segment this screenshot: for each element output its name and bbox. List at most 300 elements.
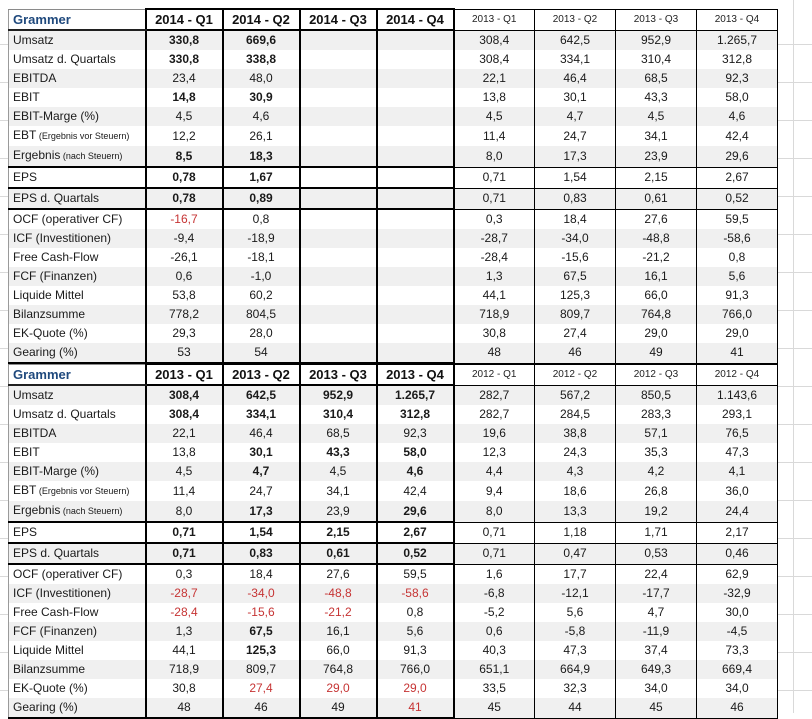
row-label-cell[interactable] bbox=[9, 50, 146, 69]
value-cell[interactable]: 8,5 bbox=[146, 146, 223, 167]
value-cell[interactable]: 0,53 bbox=[616, 543, 697, 564]
value-cell[interactable]: 1,3 bbox=[454, 267, 535, 286]
value-cell[interactable]: 23,9 bbox=[616, 146, 697, 167]
quarter-header-main[interactable]: 2013 - Q3 bbox=[300, 364, 377, 385]
row-label-cell[interactable] bbox=[9, 248, 146, 267]
value-cell[interactable] bbox=[300, 88, 377, 107]
value-cell[interactable]: 38,8 bbox=[535, 424, 616, 443]
value-cell[interactable]: 91,3 bbox=[697, 286, 778, 305]
value-cell[interactable]: 29,6 bbox=[377, 501, 454, 522]
value-cell[interactable]: 651,1 bbox=[454, 660, 535, 679]
value-cell[interactable]: 16,1 bbox=[300, 622, 377, 641]
value-cell[interactable]: -58,6 bbox=[697, 229, 778, 248]
quarter-header-prev[interactable]: 2012 - Q1 bbox=[454, 364, 535, 385]
row-label-cell[interactable] bbox=[9, 622, 146, 641]
value-cell[interactable]: 18,3 bbox=[223, 146, 300, 167]
value-cell[interactable]: 58,0 bbox=[377, 443, 454, 462]
value-cell[interactable]: 59,5 bbox=[377, 564, 454, 584]
value-cell[interactable]: 11,4 bbox=[146, 481, 223, 501]
value-cell[interactable]: 17,3 bbox=[535, 146, 616, 167]
value-cell[interactable]: 48 bbox=[146, 698, 223, 718]
row-label-cell[interactable] bbox=[9, 679, 146, 698]
value-cell[interactable]: -18,1 bbox=[223, 248, 300, 267]
value-cell[interactable] bbox=[300, 305, 377, 324]
value-cell[interactable]: 67,5 bbox=[223, 622, 300, 641]
value-cell[interactable]: 30,8 bbox=[146, 679, 223, 698]
value-cell[interactable]: -18,9 bbox=[223, 229, 300, 248]
value-cell[interactable]: -5,2 bbox=[454, 603, 535, 622]
value-cell[interactable]: 29,0 bbox=[697, 324, 778, 343]
value-cell[interactable]: 24,7 bbox=[535, 126, 616, 146]
value-cell[interactable] bbox=[300, 188, 377, 209]
value-cell[interactable]: 330,8 bbox=[146, 30, 223, 50]
value-cell[interactable]: 764,8 bbox=[300, 660, 377, 679]
value-cell[interactable]: 60,2 bbox=[223, 286, 300, 305]
value-cell[interactable]: 804,5 bbox=[223, 305, 300, 324]
value-cell[interactable]: 284,5 bbox=[535, 405, 616, 424]
quarter-header-prev[interactable]: 2012 - Q4 bbox=[697, 364, 778, 385]
value-cell[interactable]: 4,5 bbox=[146, 107, 223, 126]
value-cell[interactable]: 764,8 bbox=[616, 305, 697, 324]
value-cell[interactable]: 809,7 bbox=[223, 660, 300, 679]
value-cell[interactable]: 308,4 bbox=[454, 50, 535, 69]
value-cell[interactable]: 2,67 bbox=[697, 167, 778, 188]
value-cell[interactable]: 4,4 bbox=[454, 462, 535, 481]
value-cell[interactable]: -9,4 bbox=[146, 229, 223, 248]
row-label-cell[interactable] bbox=[9, 88, 146, 107]
value-cell[interactable]: 18,6 bbox=[535, 481, 616, 501]
value-cell[interactable] bbox=[377, 50, 454, 69]
value-cell[interactable]: 2,15 bbox=[616, 167, 697, 188]
value-cell[interactable]: 27,6 bbox=[616, 209, 697, 229]
value-cell[interactable]: 24,4 bbox=[697, 501, 778, 522]
value-cell[interactable] bbox=[300, 209, 377, 229]
value-cell[interactable]: -6,8 bbox=[454, 584, 535, 603]
quarter-header-main[interactable]: 2013 - Q1 bbox=[146, 364, 223, 385]
value-cell[interactable]: 67,5 bbox=[535, 267, 616, 286]
value-cell[interactable]: 40,3 bbox=[454, 641, 535, 660]
value-cell[interactable]: 27,4 bbox=[223, 679, 300, 698]
value-cell[interactable]: 14,8 bbox=[146, 88, 223, 107]
quarter-header-prev[interactable]: 2012 - Q2 bbox=[535, 364, 616, 385]
value-cell[interactable]: 8,0 bbox=[454, 146, 535, 167]
value-cell[interactable]: 952,9 bbox=[300, 385, 377, 405]
value-cell[interactable] bbox=[377, 229, 454, 248]
row-label-cell[interactable] bbox=[9, 522, 146, 543]
value-cell[interactable]: 664,9 bbox=[535, 660, 616, 679]
value-cell[interactable]: 312,8 bbox=[377, 405, 454, 424]
value-cell[interactable]: 22,1 bbox=[454, 69, 535, 88]
value-cell[interactable]: 0,78 bbox=[146, 188, 223, 209]
row-label-cell[interactable] bbox=[9, 188, 146, 209]
value-cell[interactable]: 0,71 bbox=[454, 188, 535, 209]
quarter-header-main[interactable]: 2014 - Q2 bbox=[223, 9, 300, 30]
value-cell[interactable]: 28,0 bbox=[223, 324, 300, 343]
value-cell[interactable]: 92,3 bbox=[377, 424, 454, 443]
value-cell[interactable]: -58,6 bbox=[377, 584, 454, 603]
value-cell[interactable]: 66,0 bbox=[300, 641, 377, 660]
value-cell[interactable]: 4,2 bbox=[616, 462, 697, 481]
value-cell[interactable]: 12,2 bbox=[146, 126, 223, 146]
value-cell[interactable]: 13,8 bbox=[146, 443, 223, 462]
value-cell[interactable]: 5,6 bbox=[697, 267, 778, 286]
value-cell[interactable]: 4,6 bbox=[697, 107, 778, 126]
value-cell[interactable]: -48,8 bbox=[300, 584, 377, 603]
value-cell[interactable]: 282,7 bbox=[454, 385, 535, 405]
value-cell[interactable]: 41 bbox=[377, 698, 454, 718]
value-cell[interactable]: 9,4 bbox=[454, 481, 535, 501]
value-cell[interactable]: 49 bbox=[616, 343, 697, 363]
value-cell[interactable]: 46,4 bbox=[223, 424, 300, 443]
value-cell[interactable] bbox=[300, 286, 377, 305]
value-cell[interactable]: 718,9 bbox=[146, 660, 223, 679]
value-cell[interactable]: 1,6 bbox=[454, 564, 535, 584]
value-cell[interactable]: 46,4 bbox=[535, 69, 616, 88]
value-cell[interactable]: 43,3 bbox=[300, 443, 377, 462]
row-label-cell[interactable] bbox=[9, 385, 146, 405]
value-cell[interactable]: 850,5 bbox=[616, 385, 697, 405]
value-cell[interactable]: 17,3 bbox=[223, 501, 300, 522]
value-cell[interactable]: 16,1 bbox=[616, 267, 697, 286]
row-label-cell[interactable] bbox=[9, 305, 146, 324]
value-cell[interactable]: 282,7 bbox=[454, 405, 535, 424]
value-cell[interactable]: 62,9 bbox=[697, 564, 778, 584]
value-cell[interactable]: 49 bbox=[300, 698, 377, 718]
row-label-cell[interactable] bbox=[9, 126, 146, 146]
value-cell[interactable] bbox=[377, 286, 454, 305]
value-cell[interactable] bbox=[377, 188, 454, 209]
value-cell[interactable]: 0,61 bbox=[300, 543, 377, 564]
value-cell[interactable]: 46 bbox=[223, 698, 300, 718]
value-cell[interactable]: 0,8 bbox=[697, 248, 778, 267]
value-cell[interactable]: -28,7 bbox=[146, 584, 223, 603]
value-cell[interactable]: 1,71 bbox=[616, 522, 697, 543]
value-cell[interactable]: 76,5 bbox=[697, 424, 778, 443]
value-cell[interactable]: 34,0 bbox=[697, 679, 778, 698]
value-cell[interactable] bbox=[300, 30, 377, 50]
value-cell[interactable]: 29,0 bbox=[377, 679, 454, 698]
quarter-header-main[interactable]: 2014 - Q3 bbox=[300, 9, 377, 30]
value-cell[interactable]: 30,9 bbox=[223, 88, 300, 107]
row-label-cell[interactable] bbox=[9, 167, 146, 188]
value-cell[interactable] bbox=[377, 107, 454, 126]
value-cell[interactable]: 0,46 bbox=[697, 543, 778, 564]
row-label-cell[interactable] bbox=[9, 543, 146, 564]
value-cell[interactable]: -17,7 bbox=[616, 584, 697, 603]
quarter-header-main[interactable]: 2014 - Q1 bbox=[146, 9, 223, 30]
value-cell[interactable]: 4,5 bbox=[616, 107, 697, 126]
value-cell[interactable]: 58,0 bbox=[697, 88, 778, 107]
quarter-header-main[interactable]: 2014 - Q4 bbox=[377, 9, 454, 30]
row-label-cell[interactable] bbox=[9, 30, 146, 50]
value-cell[interactable]: 37,4 bbox=[616, 641, 697, 660]
value-cell[interactable] bbox=[300, 343, 377, 363]
value-cell[interactable]: 11,4 bbox=[454, 126, 535, 146]
value-cell[interactable] bbox=[300, 107, 377, 126]
value-cell[interactable]: 43,3 bbox=[616, 88, 697, 107]
value-cell[interactable]: 4,7 bbox=[535, 107, 616, 126]
value-cell[interactable]: 47,3 bbox=[697, 443, 778, 462]
value-cell[interactable] bbox=[300, 229, 377, 248]
value-cell[interactable]: -21,2 bbox=[300, 603, 377, 622]
value-cell[interactable]: 4,7 bbox=[223, 462, 300, 481]
value-cell[interactable]: 19,6 bbox=[454, 424, 535, 443]
row-label-cell[interactable] bbox=[9, 424, 146, 443]
value-cell[interactable]: 29,0 bbox=[300, 679, 377, 698]
value-cell[interactable]: 0,71 bbox=[454, 167, 535, 188]
value-cell[interactable]: 310,4 bbox=[616, 50, 697, 69]
row-label-cell[interactable] bbox=[9, 343, 146, 363]
value-cell[interactable]: 0,3 bbox=[146, 564, 223, 584]
value-cell[interactable]: 18,4 bbox=[223, 564, 300, 584]
row-label-cell[interactable] bbox=[9, 443, 146, 462]
value-cell[interactable]: 766,0 bbox=[377, 660, 454, 679]
value-cell[interactable]: -15,6 bbox=[223, 603, 300, 622]
value-cell[interactable]: 338,8 bbox=[223, 50, 300, 69]
value-cell[interactable]: 18,4 bbox=[535, 209, 616, 229]
value-cell[interactable] bbox=[377, 69, 454, 88]
row-label-cell[interactable] bbox=[9, 501, 146, 522]
value-cell[interactable]: 1,54 bbox=[535, 167, 616, 188]
value-cell[interactable]: 47,3 bbox=[535, 641, 616, 660]
value-cell[interactable] bbox=[377, 146, 454, 167]
value-cell[interactable]: 36,0 bbox=[697, 481, 778, 501]
value-cell[interactable]: 34,0 bbox=[616, 679, 697, 698]
value-cell[interactable] bbox=[377, 88, 454, 107]
value-cell[interactable]: 0,78 bbox=[146, 167, 223, 188]
value-cell[interactable]: 48 bbox=[454, 343, 535, 363]
row-label-cell[interactable] bbox=[9, 564, 146, 584]
row-label-cell[interactable] bbox=[9, 405, 146, 424]
value-cell[interactable]: -1,0 bbox=[223, 267, 300, 286]
value-cell[interactable]: 22,1 bbox=[146, 424, 223, 443]
value-cell[interactable]: 0,52 bbox=[697, 188, 778, 209]
value-cell[interactable]: 0,52 bbox=[377, 543, 454, 564]
value-cell[interactable]: 1.265,7 bbox=[697, 30, 778, 50]
value-cell[interactable] bbox=[377, 126, 454, 146]
value-cell[interactable]: 0,8 bbox=[377, 603, 454, 622]
quarter-header-prev[interactable]: 2012 - Q3 bbox=[616, 364, 697, 385]
value-cell[interactable]: 26,1 bbox=[223, 126, 300, 146]
value-cell[interactable] bbox=[300, 50, 377, 69]
value-cell[interactable]: 766,0 bbox=[697, 305, 778, 324]
value-cell[interactable] bbox=[377, 30, 454, 50]
value-cell[interactable]: 330,8 bbox=[146, 50, 223, 69]
value-cell[interactable]: 2,17 bbox=[697, 522, 778, 543]
value-cell[interactable]: 4,1 bbox=[697, 462, 778, 481]
value-cell[interactable]: -15,6 bbox=[535, 248, 616, 267]
value-cell[interactable]: 125,3 bbox=[535, 286, 616, 305]
value-cell[interactable] bbox=[377, 167, 454, 188]
quarter-header-prev[interactable]: 2013 - Q3 bbox=[616, 9, 697, 30]
row-label-cell[interactable] bbox=[9, 324, 146, 343]
value-cell[interactable]: 29,0 bbox=[616, 324, 697, 343]
value-cell[interactable]: 46 bbox=[697, 698, 778, 718]
value-cell[interactable]: 42,4 bbox=[697, 126, 778, 146]
value-cell[interactable]: 4,5 bbox=[454, 107, 535, 126]
value-cell[interactable]: 29,3 bbox=[146, 324, 223, 343]
value-cell[interactable]: 4,6 bbox=[377, 462, 454, 481]
value-cell[interactable] bbox=[300, 69, 377, 88]
value-cell[interactable]: 17,7 bbox=[535, 564, 616, 584]
value-cell[interactable]: 125,3 bbox=[223, 641, 300, 660]
value-cell[interactable]: 68,5 bbox=[616, 69, 697, 88]
value-cell[interactable]: -12,1 bbox=[535, 584, 616, 603]
value-cell[interactable]: -48,8 bbox=[616, 229, 697, 248]
value-cell[interactable]: 4,6 bbox=[223, 107, 300, 126]
row-label-cell[interactable] bbox=[9, 481, 146, 501]
row-label-cell[interactable] bbox=[9, 229, 146, 248]
value-cell[interactable]: 308,4 bbox=[146, 385, 223, 405]
value-cell[interactable]: 642,5 bbox=[223, 385, 300, 405]
value-cell[interactable]: 44 bbox=[535, 698, 616, 718]
value-cell[interactable]: 1,3 bbox=[146, 622, 223, 641]
value-cell[interactable]: 32,3 bbox=[535, 679, 616, 698]
value-cell[interactable]: 669,6 bbox=[223, 30, 300, 50]
row-label-cell[interactable] bbox=[9, 660, 146, 679]
value-cell[interactable]: 48,0 bbox=[223, 69, 300, 88]
value-cell[interactable]: 30,1 bbox=[223, 443, 300, 462]
value-cell[interactable]: 5,6 bbox=[535, 603, 616, 622]
value-cell[interactable]: 308,4 bbox=[146, 405, 223, 424]
value-cell[interactable]: 0,6 bbox=[146, 267, 223, 286]
value-cell[interactable]: 809,7 bbox=[535, 305, 616, 324]
value-cell[interactable]: 4,7 bbox=[616, 603, 697, 622]
value-cell[interactable]: -11,9 bbox=[616, 622, 697, 641]
value-cell[interactable]: 44,1 bbox=[146, 641, 223, 660]
value-cell[interactable]: 308,4 bbox=[454, 30, 535, 50]
quarter-header-main[interactable]: 2013 - Q4 bbox=[377, 364, 454, 385]
value-cell[interactable] bbox=[377, 267, 454, 286]
value-cell[interactable]: -34,0 bbox=[535, 229, 616, 248]
value-cell[interactable]: -34,0 bbox=[223, 584, 300, 603]
value-cell[interactable]: 312,8 bbox=[697, 50, 778, 69]
value-cell[interactable]: 4,5 bbox=[300, 462, 377, 481]
row-label-cell[interactable] bbox=[9, 286, 146, 305]
value-cell[interactable] bbox=[377, 305, 454, 324]
value-cell[interactable]: -28,4 bbox=[454, 248, 535, 267]
value-cell[interactable]: -32,9 bbox=[697, 584, 778, 603]
value-cell[interactable]: 30,8 bbox=[454, 324, 535, 343]
row-label-cell[interactable] bbox=[9, 462, 146, 481]
value-cell[interactable]: 24,3 bbox=[535, 443, 616, 462]
value-cell[interactable]: 0,71 bbox=[146, 543, 223, 564]
value-cell[interactable]: 283,3 bbox=[616, 405, 697, 424]
value-cell[interactable]: 0,71 bbox=[454, 543, 535, 564]
value-cell[interactable]: 26,8 bbox=[616, 481, 697, 501]
value-cell[interactable]: 66,0 bbox=[616, 286, 697, 305]
value-cell[interactable] bbox=[300, 167, 377, 188]
value-cell[interactable]: 42,4 bbox=[377, 481, 454, 501]
value-cell[interactable]: -28,7 bbox=[454, 229, 535, 248]
value-cell[interactable]: 0,8 bbox=[223, 209, 300, 229]
value-cell[interactable]: 2,67 bbox=[377, 522, 454, 543]
value-cell[interactable]: 334,1 bbox=[223, 405, 300, 424]
table-title-cell[interactable]: Grammer bbox=[9, 9, 146, 30]
value-cell[interactable]: -28,4 bbox=[146, 603, 223, 622]
value-cell[interactable]: -26,1 bbox=[146, 248, 223, 267]
value-cell[interactable]: 41 bbox=[697, 343, 778, 363]
value-cell[interactable]: 19,2 bbox=[616, 501, 697, 522]
row-label-cell[interactable] bbox=[9, 584, 146, 603]
value-cell[interactable]: 952,9 bbox=[616, 30, 697, 50]
value-cell[interactable]: 8,0 bbox=[146, 501, 223, 522]
table-title-cell[interactable]: Grammer bbox=[9, 364, 146, 385]
value-cell[interactable]: 0,71 bbox=[454, 522, 535, 543]
value-cell[interactable]: 334,1 bbox=[535, 50, 616, 69]
value-cell[interactable]: 669,4 bbox=[697, 660, 778, 679]
quarter-header-main[interactable]: 2013 - Q2 bbox=[223, 364, 300, 385]
row-label-cell[interactable] bbox=[9, 267, 146, 286]
value-cell[interactable] bbox=[377, 209, 454, 229]
value-cell[interactable]: 642,5 bbox=[535, 30, 616, 50]
value-cell[interactable]: 92,3 bbox=[697, 69, 778, 88]
value-cell[interactable] bbox=[300, 126, 377, 146]
value-cell[interactable] bbox=[377, 324, 454, 343]
value-cell[interactable]: 53,8 bbox=[146, 286, 223, 305]
value-cell[interactable]: 35,3 bbox=[616, 443, 697, 462]
value-cell[interactable]: 718,9 bbox=[454, 305, 535, 324]
value-cell[interactable]: 27,6 bbox=[300, 564, 377, 584]
value-cell[interactable]: 46 bbox=[535, 343, 616, 363]
value-cell[interactable]: 68,5 bbox=[300, 424, 377, 443]
value-cell[interactable]: 1.265,7 bbox=[377, 385, 454, 405]
value-cell[interactable]: 12,3 bbox=[454, 443, 535, 462]
value-cell[interactable]: 34,1 bbox=[300, 481, 377, 501]
value-cell[interactable]: 0,71 bbox=[146, 522, 223, 543]
value-cell[interactable]: 23,4 bbox=[146, 69, 223, 88]
value-cell[interactable]: 13,8 bbox=[454, 88, 535, 107]
value-cell[interactable]: 1,67 bbox=[223, 167, 300, 188]
value-cell[interactable]: 0,61 bbox=[616, 188, 697, 209]
value-cell[interactable]: 567,2 bbox=[535, 385, 616, 405]
value-cell[interactable]: 29,6 bbox=[697, 146, 778, 167]
value-cell[interactable]: 778,2 bbox=[146, 305, 223, 324]
value-cell[interactable]: 0,89 bbox=[223, 188, 300, 209]
value-cell[interactable]: 44,1 bbox=[454, 286, 535, 305]
value-cell[interactable]: 73,3 bbox=[697, 641, 778, 660]
value-cell[interactable]: 2,15 bbox=[300, 522, 377, 543]
value-cell[interactable]: 310,4 bbox=[300, 405, 377, 424]
value-cell[interactable]: 22,4 bbox=[616, 564, 697, 584]
value-cell[interactable]: 649,3 bbox=[616, 660, 697, 679]
value-cell[interactable]: 24,7 bbox=[223, 481, 300, 501]
value-cell[interactable]: 1.143,6 bbox=[697, 385, 778, 405]
quarter-header-prev[interactable]: 2013 - Q4 bbox=[697, 9, 778, 30]
value-cell[interactable]: 0,47 bbox=[535, 543, 616, 564]
value-cell[interactable]: -16,7 bbox=[146, 209, 223, 229]
value-cell[interactable]: -5,8 bbox=[535, 622, 616, 641]
value-cell[interactable]: 45 bbox=[616, 698, 697, 718]
quarter-header-prev[interactable]: 2013 - Q1 bbox=[454, 9, 535, 30]
value-cell[interactable]: 30,1 bbox=[535, 88, 616, 107]
row-label-cell[interactable] bbox=[9, 69, 146, 88]
value-cell[interactable] bbox=[377, 248, 454, 267]
value-cell[interactable]: 23,9 bbox=[300, 501, 377, 522]
value-cell[interactable]: 8,0 bbox=[454, 501, 535, 522]
value-cell[interactable] bbox=[300, 248, 377, 267]
value-cell[interactable]: 30,0 bbox=[697, 603, 778, 622]
value-cell[interactable]: 45 bbox=[454, 698, 535, 718]
quarter-header-prev[interactable]: 2013 - Q2 bbox=[535, 9, 616, 30]
value-cell[interactable]: 33,5 bbox=[454, 679, 535, 698]
value-cell[interactable]: 34,1 bbox=[616, 126, 697, 146]
value-cell[interactable]: 293,1 bbox=[697, 405, 778, 424]
value-cell[interactable]: 5,6 bbox=[377, 622, 454, 641]
value-cell[interactable] bbox=[300, 267, 377, 286]
value-cell[interactable]: 54 bbox=[223, 343, 300, 363]
value-cell[interactable]: 1,18 bbox=[535, 522, 616, 543]
